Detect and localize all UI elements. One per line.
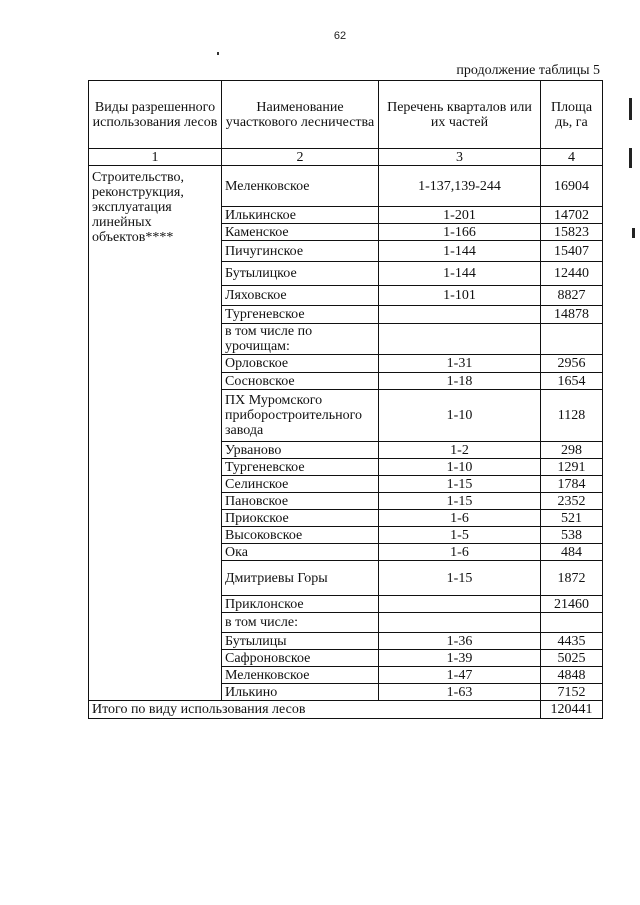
header-use-type: Виды разрешенного использования лесов	[89, 81, 222, 149]
header-number: 4	[541, 149, 603, 166]
table-continuation-label: продолжение таблицы 5	[456, 63, 600, 78]
forestry-name-cell: Меленковское	[222, 166, 379, 207]
forest-use-table	[88, 80, 603, 719]
quarters-cell: 1-10	[379, 390, 541, 442]
area-cell: 12440	[541, 262, 603, 286]
forestry-name-cell: Сосновское	[222, 373, 379, 390]
quarters-cell: 1-6	[379, 510, 541, 527]
scan-speck	[217, 52, 219, 55]
area-cell: 1128	[541, 390, 603, 442]
quarters-cell: 1-166	[379, 224, 541, 241]
area-cell: 1654	[541, 373, 603, 390]
area-cell: 1291	[541, 459, 603, 476]
area-cell: 2956	[541, 355, 603, 373]
quarters-cell: 1-5	[379, 527, 541, 544]
area-cell: 8827	[541, 286, 603, 306]
forestry-name-cell: Приокское	[222, 510, 379, 527]
quarters-cell: 1-15	[379, 561, 541, 596]
quarters-cell: 1-101	[379, 286, 541, 306]
quarters-cell: 1-2	[379, 442, 541, 459]
forestry-name-cell: Селинское	[222, 476, 379, 493]
header-forestry-name: Наименование участкового лесничества	[222, 81, 379, 149]
header-number: 1	[89, 149, 222, 166]
area-cell: 538	[541, 527, 603, 544]
forestry-name-cell: Пичугинское	[222, 241, 379, 262]
forestry-name-cell: Ляховское	[222, 286, 379, 306]
area-cell: 5025	[541, 650, 603, 667]
quarters-cell	[379, 324, 541, 355]
quarters-cell: 1-31	[379, 355, 541, 373]
forestry-name-cell: Приклонское	[222, 596, 379, 613]
forestry-name-cell: Пановское	[222, 493, 379, 510]
quarters-cell: 1-47	[379, 667, 541, 684]
total-row	[89, 701, 603, 719]
area-cell	[541, 324, 603, 355]
scan-mark	[629, 148, 632, 168]
area-cell: 16904	[541, 166, 603, 207]
quarters-cell: 1-63	[379, 684, 541, 701]
forestry-name-cell: Сафроновское	[222, 650, 379, 667]
area-cell: 298	[541, 442, 603, 459]
quarters-cell: 1-10	[379, 459, 541, 476]
forestry-name-cell: Меленковское	[222, 667, 379, 684]
forestry-name-cell: Ока	[222, 544, 379, 561]
forestry-name-cell: Илькино	[222, 684, 379, 701]
area-cell: 4435	[541, 633, 603, 650]
page-number: 62	[333, 30, 347, 42]
forestry-name-cell: Высоковское	[222, 527, 379, 544]
quarters-cell: 1-39	[379, 650, 541, 667]
quarters-cell: 1-18	[379, 373, 541, 390]
area-cell: 4848	[541, 667, 603, 684]
area-cell: 14702	[541, 207, 603, 224]
area-cell: 1784	[541, 476, 603, 493]
quarters-cell	[379, 596, 541, 613]
area-cell: 14878	[541, 306, 603, 324]
forestry-name-cell: Тургеневское	[222, 306, 379, 324]
header-number-row	[89, 149, 603, 166]
quarters-cell: 1-137,139-244	[379, 166, 541, 207]
quarters-cell: 1-15	[379, 476, 541, 493]
area-cell: 2352	[541, 493, 603, 510]
scan-mark	[629, 98, 632, 120]
header-area: Площа дь, га	[541, 81, 603, 149]
table-body	[89, 166, 603, 701]
quarters-cell	[379, 613, 541, 633]
area-cell: 1872	[541, 561, 603, 596]
area-cell: 15407	[541, 241, 603, 262]
forestry-name-cell: ПХ Муромского приборостроительного завода	[222, 390, 379, 442]
header-number: 3	[379, 149, 541, 166]
forestry-name-cell: Урваново	[222, 442, 379, 459]
header-number: 2	[222, 149, 379, 166]
scan-mark	[632, 228, 635, 238]
use-type-cell: Строительство, реконструкция, эксплуатация линейных объектов****	[89, 166, 222, 701]
quarters-cell	[379, 306, 541, 324]
forestry-name-cell: Орловское	[222, 355, 379, 373]
area-cell	[541, 613, 603, 633]
quarters-cell: 1-15	[379, 493, 541, 510]
table-row	[89, 166, 603, 207]
total-area: 120441	[541, 701, 603, 719]
forestry-name-cell: Тургеневское	[222, 459, 379, 476]
area-cell: 7152	[541, 684, 603, 701]
header-quarters: Перечень кварталов или их частей	[379, 81, 541, 149]
total-label: Итого по виду использования лесов	[89, 701, 541, 719]
forestry-name-cell: Бутылицкое	[222, 262, 379, 286]
forestry-name-cell: Дмитриевы Горы	[222, 561, 379, 596]
area-cell: 15823	[541, 224, 603, 241]
quarters-cell: 1-144	[379, 262, 541, 286]
area-cell: 484	[541, 544, 603, 561]
forestry-name-cell: в том числе по урочищам:	[222, 324, 379, 355]
forestry-name-cell: Илькинское	[222, 207, 379, 224]
quarters-cell: 1-6	[379, 544, 541, 561]
quarters-cell: 1-201	[379, 207, 541, 224]
quarters-cell: 1-144	[379, 241, 541, 262]
forestry-name-cell: Бутылицы	[222, 633, 379, 650]
table-header-row	[89, 81, 603, 149]
quarters-cell: 1-36	[379, 633, 541, 650]
forestry-name-cell: в том числе:	[222, 613, 379, 633]
forestry-name-cell: Каменское	[222, 224, 379, 241]
area-cell: 21460	[541, 596, 603, 613]
area-cell: 521	[541, 510, 603, 527]
